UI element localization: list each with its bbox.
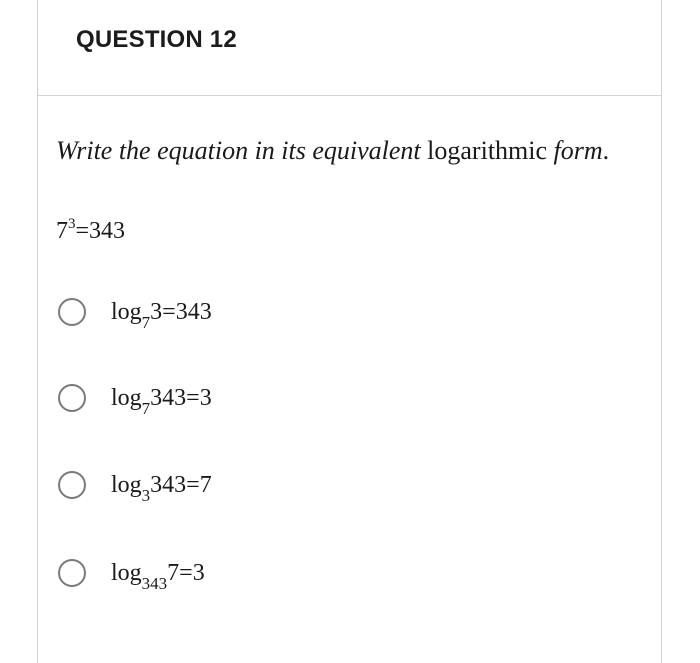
equation-exponent: 3 [68,216,76,232]
option-1-log: log [111,298,142,325]
equation-rest: =343 [75,218,126,244]
radio-button-4[interactable] [58,559,86,587]
given-equation [56,218,125,245]
question-title: QUESTION 12 [76,26,237,53]
option-4-log: log [111,559,142,586]
radio-button-1[interactable] [58,298,86,326]
prompt-period: . [602,136,610,165]
option-3-rest: 343=7 [150,471,212,498]
option-1-base: 7 [141,312,151,332]
question-prompt [56,136,609,166]
option-3-expression [111,471,212,505]
radio-button-2[interactable] [58,384,86,412]
option-2-log: log [111,384,142,411]
option-4-expression [111,559,205,593]
answer-option-4[interactable] [58,553,205,593]
question-panel [37,0,662,663]
option-3-log: log [111,471,142,498]
prompt-text-form: form [553,136,603,165]
option-4-rest: 7=3 [167,559,205,586]
option-2-rest: 343=3 [150,384,212,411]
option-1-rest: 3=343 [150,298,212,325]
answer-option-3[interactable] [58,465,212,505]
answer-option-2[interactable] [58,378,212,418]
option-3-base: 3 [141,485,151,505]
option-2-base: 7 [141,398,151,418]
option-4-base: 343 [141,573,168,593]
answer-option-1[interactable] [58,292,212,332]
prompt-text-logarithmic: logarithmic [427,136,548,165]
equation-base: 7 [56,218,68,244]
option-1-expression [111,298,212,332]
question-header [38,0,661,96]
radio-button-3[interactable] [58,471,86,499]
option-2-expression [111,384,212,418]
prompt-text-italic: Write the equation in its equivalent [56,136,421,165]
